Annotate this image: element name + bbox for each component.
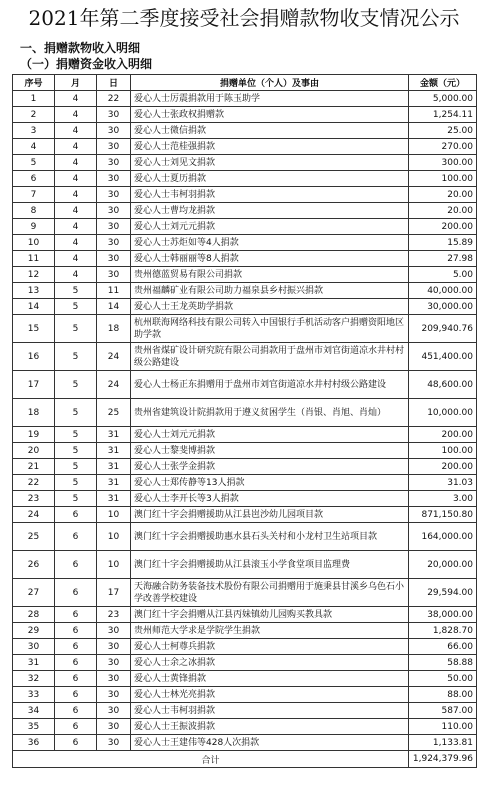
donation-table <box>12 74 477 768</box>
row-amount: 27.98 <box>409 251 477 267</box>
row-month: 4 <box>55 187 97 203</box>
row-day: 30 <box>97 123 131 139</box>
header-no: 序号 <box>13 75 55 91</box>
row-month: 5 <box>55 343 97 371</box>
row-amount: 10,000.00 <box>409 399 477 427</box>
row-amount: 20.00 <box>409 187 477 203</box>
row-amount: 200.00 <box>409 427 477 443</box>
row-month: 5 <box>55 371 97 399</box>
row-month: 4 <box>55 171 97 187</box>
row-donor: 爱心人士王龙英助学捐款 <box>131 299 409 315</box>
row-number: 22 <box>13 475 55 491</box>
row-amount: 3.00 <box>409 491 477 507</box>
row-month: 5 <box>55 427 97 443</box>
row-donor: 爱心人士刘见文捐款 <box>131 155 409 171</box>
table-row <box>13 735 477 751</box>
table-row <box>13 219 477 235</box>
table-row <box>13 655 477 671</box>
row-month: 5 <box>55 475 97 491</box>
table-row <box>13 155 477 171</box>
row-donor: 澳门红十字会捐赠从江县丙妹镇幼儿园购买教具款 <box>131 607 409 623</box>
table-row <box>13 371 477 399</box>
row-number: 17 <box>13 371 55 399</box>
row-day: 30 <box>97 251 131 267</box>
row-donor: 爱心人士苏炬如等4人捐款 <box>131 235 409 251</box>
row-amount: 100.00 <box>409 171 477 187</box>
table-row <box>13 623 477 639</box>
table-row <box>13 427 477 443</box>
row-donor: 爱心人士余之冰捐款 <box>131 655 409 671</box>
row-donor: 爱心人士柯尊兵捐款 <box>131 639 409 655</box>
row-amount: 40,000.00 <box>409 283 477 299</box>
row-number: 32 <box>13 671 55 687</box>
row-number: 5 <box>13 155 55 171</box>
row-donor: 贵州师范大学求是学院学生捐款 <box>131 623 409 639</box>
table-row <box>13 139 477 155</box>
table-row <box>13 171 477 187</box>
table-row <box>13 687 477 703</box>
row-donor: 爱心人士刘元元捐款 <box>131 427 409 443</box>
row-number: 13 <box>13 283 55 299</box>
row-amount: 1,828.70 <box>409 623 477 639</box>
row-day: 31 <box>97 427 131 443</box>
row-amount: 38,000.00 <box>409 607 477 623</box>
row-day: 31 <box>97 443 131 459</box>
row-number: 4 <box>13 139 55 155</box>
row-day: 30 <box>97 639 131 655</box>
row-day: 10 <box>97 507 131 523</box>
table-row <box>13 551 477 579</box>
row-day: 25 <box>97 399 131 427</box>
table-row <box>13 283 477 299</box>
row-number: 2 <box>13 107 55 123</box>
row-number: 15 <box>13 315 55 343</box>
row-day: 23 <box>97 607 131 623</box>
row-day: 31 <box>97 459 131 475</box>
row-amount: 1,133.81 <box>409 735 477 751</box>
row-amount: 50.00 <box>409 671 477 687</box>
row-month: 6 <box>55 735 97 751</box>
row-amount: 31.03 <box>409 475 477 491</box>
row-number: 35 <box>13 719 55 735</box>
row-month: 4 <box>55 203 97 219</box>
row-day: 24 <box>97 343 131 371</box>
row-month: 6 <box>55 703 97 719</box>
row-day: 30 <box>97 171 131 187</box>
row-month: 6 <box>55 623 97 639</box>
row-day: 30 <box>97 107 131 123</box>
table-row <box>13 315 477 343</box>
row-donor: 天海融合防务装备技术股份有限公司捐赠用于施秉县甘溪乡乌色石小学改善学校建设 <box>131 579 409 607</box>
row-donor: 爱心人士黎斐博捐款 <box>131 443 409 459</box>
row-month: 4 <box>55 155 97 171</box>
row-donor: 爱心人士夏历捐款 <box>131 171 409 187</box>
table-row <box>13 251 477 267</box>
table-row <box>13 187 477 203</box>
table-row <box>13 203 477 219</box>
table-row <box>13 475 477 491</box>
row-month: 4 <box>55 107 97 123</box>
row-number: 20 <box>13 443 55 459</box>
row-month: 4 <box>55 219 97 235</box>
total-amount: 1,924,379.96 <box>409 751 477 768</box>
row-day: 10 <box>97 551 131 579</box>
row-number: 21 <box>13 459 55 475</box>
table-row <box>13 491 477 507</box>
row-number: 7 <box>13 187 55 203</box>
row-amount: 20.00 <box>409 203 477 219</box>
row-number: 6 <box>13 171 55 187</box>
row-amount: 209,940.76 <box>409 315 477 343</box>
row-amount: 200.00 <box>409 219 477 235</box>
table-row <box>13 607 477 623</box>
header-month: 月 <box>55 75 97 91</box>
table-row <box>13 443 477 459</box>
row-donor: 爱心人士王建伟等428人次捐款 <box>131 735 409 751</box>
row-day: 30 <box>97 687 131 703</box>
row-month: 4 <box>55 235 97 251</box>
row-donor: 贵州省煤矿设计研究院有限公司捐款用于盘州市刘官街道凉水井村村级公路建设 <box>131 343 409 371</box>
header-amount: 金额（元） <box>409 75 477 91</box>
row-number: 31 <box>13 655 55 671</box>
row-amount: 66.00 <box>409 639 477 655</box>
row-donor: 贵州省建筑设计院捐款用于遵义贫困学生（肖银、肖旭、肖灿） <box>131 399 409 427</box>
row-amount: 5.00 <box>409 267 477 283</box>
row-month: 4 <box>55 91 97 107</box>
table-row <box>13 123 477 139</box>
row-day: 18 <box>97 315 131 343</box>
row-donor: 爱心人士厉震捐款用于陈玉助学 <box>131 91 409 107</box>
row-donor: 爱心人士韦柯羽捐款 <box>131 703 409 719</box>
row-donor: 爱心人士李开长等3人捐款 <box>131 491 409 507</box>
row-day: 17 <box>97 579 131 607</box>
row-amount: 164,000.00 <box>409 523 477 551</box>
row-number: 36 <box>13 735 55 751</box>
row-month: 6 <box>55 607 97 623</box>
row-day: 31 <box>97 475 131 491</box>
row-amount: 451,400.00 <box>409 343 477 371</box>
row-donor: 贵州德蓝贸易有限公司捐款 <box>131 267 409 283</box>
row-amount: 30,000.00 <box>409 299 477 315</box>
row-number: 27 <box>13 579 55 607</box>
header-day: 日 <box>97 75 131 91</box>
row-month: 6 <box>55 687 97 703</box>
row-day: 11 <box>97 283 131 299</box>
row-day: 30 <box>97 187 131 203</box>
table-row <box>13 267 477 283</box>
row-number: 8 <box>13 203 55 219</box>
row-number: 3 <box>13 123 55 139</box>
row-day: 30 <box>97 719 131 735</box>
row-number: 9 <box>13 219 55 235</box>
row-month: 4 <box>55 267 97 283</box>
row-amount: 1,254.11 <box>409 107 477 123</box>
row-month: 4 <box>55 251 97 267</box>
table-row <box>13 639 477 655</box>
row-donor: 澳门红十字会捐赠援助惠水县石头关村和小龙村卫生站项目款 <box>131 523 409 551</box>
row-day: 30 <box>97 671 131 687</box>
table-row <box>13 459 477 475</box>
row-amount: 48,600.00 <box>409 371 477 399</box>
table-row <box>13 399 477 427</box>
row-day: 30 <box>97 655 131 671</box>
row-number: 1 <box>13 91 55 107</box>
row-amount: 587.00 <box>409 703 477 719</box>
table-row <box>13 507 477 523</box>
row-month: 5 <box>55 315 97 343</box>
row-day: 14 <box>97 299 131 315</box>
row-month: 5 <box>55 443 97 459</box>
row-day: 30 <box>97 219 131 235</box>
row-donor: 爱心人士微信捐款 <box>131 123 409 139</box>
row-amount: 270.00 <box>409 139 477 155</box>
section-heading: 一、捐赠款物收入明细 <box>20 41 141 55</box>
row-amount: 15.89 <box>409 235 477 251</box>
row-number: 23 <box>13 491 55 507</box>
header-donor: 捐赠单位（个人）及事由 <box>131 75 409 91</box>
row-number: 28 <box>13 607 55 623</box>
row-month: 4 <box>55 123 97 139</box>
row-number: 10 <box>13 235 55 251</box>
row-donor: 爱心人士刘元元捐款 <box>131 219 409 235</box>
table-row <box>13 107 477 123</box>
row-number: 33 <box>13 687 55 703</box>
table-header-row <box>13 75 477 91</box>
row-number: 26 <box>13 551 55 579</box>
row-donor: 爱心人士张政权捐赠款 <box>131 107 409 123</box>
row-donor: 澳门红十字会捐赠援助从江县滚玉小学食堂项目监理费 <box>131 551 409 579</box>
table-row <box>13 235 477 251</box>
row-donor: 爱心人士黄锋捐款 <box>131 671 409 687</box>
row-number: 25 <box>13 523 55 551</box>
table-row <box>13 671 477 687</box>
row-number: 24 <box>13 507 55 523</box>
row-day: 30 <box>97 235 131 251</box>
row-amount: 200.00 <box>409 459 477 475</box>
row-amount: 58.88 <box>409 655 477 671</box>
row-donor: 爱心人士韦柯羽捐款 <box>131 187 409 203</box>
row-month: 6 <box>55 579 97 607</box>
row-month: 6 <box>55 639 97 655</box>
table-row <box>13 703 477 719</box>
row-donor: 爱心人士韩丽丽等8人捐款 <box>131 251 409 267</box>
row-month: 6 <box>55 507 97 523</box>
row-month: 6 <box>55 719 97 735</box>
row-month: 4 <box>55 139 97 155</box>
row-donor: 爱心人士曹均龙捐款 <box>131 203 409 219</box>
row-month: 5 <box>55 459 97 475</box>
table-body <box>13 91 477 751</box>
row-amount: 110.00 <box>409 719 477 735</box>
row-amount: 871,150.80 <box>409 507 477 523</box>
row-number: 30 <box>13 639 55 655</box>
subsection-heading: （一）捐赠资金收入明细 <box>20 57 153 71</box>
total-row <box>13 751 477 768</box>
row-day: 30 <box>97 139 131 155</box>
row-donor: 爱心人士王振波捐款 <box>131 719 409 735</box>
row-donor: 爱心人士范桂强捐款 <box>131 139 409 155</box>
row-donor: 爱心人士张学金捐款 <box>131 459 409 475</box>
row-month: 5 <box>55 283 97 299</box>
row-month: 6 <box>55 671 97 687</box>
row-number: 34 <box>13 703 55 719</box>
table-row <box>13 91 477 107</box>
row-donor: 澳门红十字会捐赠援助从江县岜沙幼儿园项目款 <box>131 507 409 523</box>
row-month: 5 <box>55 399 97 427</box>
row-number: 19 <box>13 427 55 443</box>
row-month: 6 <box>55 523 97 551</box>
row-day: 30 <box>97 735 131 751</box>
row-donor: 爱心人士林光亮捐款 <box>131 687 409 703</box>
row-donor: 爱心人士郑传静等13人捐款 <box>131 475 409 491</box>
row-month: 5 <box>55 299 97 315</box>
table-row <box>13 523 477 551</box>
row-day: 30 <box>97 623 131 639</box>
row-donor: 贵州福麟矿业有限公司助力福泉县乡村振兴捐款 <box>131 283 409 299</box>
row-amount: 88.00 <box>409 687 477 703</box>
row-month: 6 <box>55 551 97 579</box>
row-day: 10 <box>97 523 131 551</box>
row-amount: 5,000.00 <box>409 91 477 107</box>
row-donor: 爱心人士杨正东捐赠用于盘州市刘官街道凉水井村村级公路建设 <box>131 371 409 399</box>
row-day: 30 <box>97 703 131 719</box>
row-day: 24 <box>97 371 131 399</box>
row-number: 16 <box>13 343 55 371</box>
row-amount: 29,594.00 <box>409 579 477 607</box>
row-number: 12 <box>13 267 55 283</box>
row-number: 29 <box>13 623 55 639</box>
row-number: 18 <box>13 399 55 427</box>
row-amount: 25.00 <box>409 123 477 139</box>
row-day: 30 <box>97 155 131 171</box>
row-donor: 杭州联海网络科技有限公司转入中国银行手机活动客户捐赠资阳地区助学款 <box>131 315 409 343</box>
table-row <box>13 343 477 371</box>
row-number: 14 <box>13 299 55 315</box>
row-amount: 20,000.00 <box>409 551 477 579</box>
total-label: 合计 <box>13 751 409 768</box>
table-row <box>13 719 477 735</box>
row-day: 30 <box>97 203 131 219</box>
page-title: 2021年第二季度接受社会捐赠款物收支情况公示 <box>28 6 460 30</box>
row-month: 5 <box>55 491 97 507</box>
row-number: 11 <box>13 251 55 267</box>
table-row <box>13 579 477 607</box>
table-row <box>13 299 477 315</box>
row-amount: 100.00 <box>409 443 477 459</box>
row-day: 22 <box>97 91 131 107</box>
row-month: 6 <box>55 655 97 671</box>
row-day: 30 <box>97 267 131 283</box>
row-day: 31 <box>97 491 131 507</box>
row-amount: 300.00 <box>409 155 477 171</box>
